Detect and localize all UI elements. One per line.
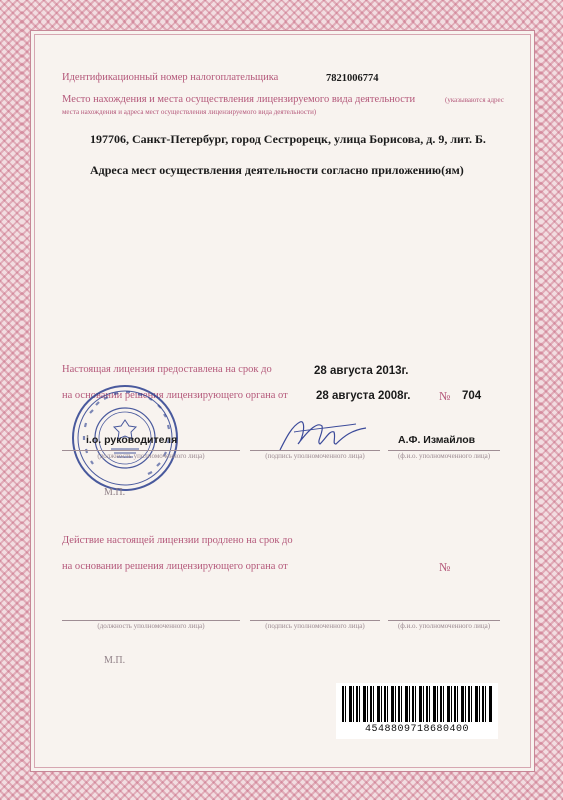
location-label: Место нахождения и места осуществления лицензируемого вида деятельности xyxy=(62,94,416,105)
extension-position-caption: (должность уполномоченного лица) xyxy=(97,622,205,630)
number-value: 704 xyxy=(462,390,482,402)
name-line xyxy=(388,450,500,451)
basis-label: на основании решения лицензирующего органа от xyxy=(62,390,288,401)
name-caption: (ф.и.о. уполномоченного лица) xyxy=(397,452,491,460)
position-line xyxy=(62,450,240,451)
extension-number-sign: № xyxy=(439,560,451,574)
signer-name: А.Ф. Измайлов xyxy=(398,434,476,446)
position-caption: (должность уполномоченного лица) xyxy=(97,452,205,460)
address-line: 197706, Санкт-Петербург, город Сестрорецк, улица Борисова, д. 9, лит. Б. xyxy=(90,132,486,146)
extension-signature-line xyxy=(250,620,380,621)
location-note-1: (указываются адрес xyxy=(445,96,504,104)
signature-caption: (подпись уполномоченного лица) xyxy=(265,452,365,460)
extension-name-line xyxy=(388,620,500,621)
barcode xyxy=(336,683,498,739)
extension-seal-place-label: М.П. xyxy=(104,655,126,666)
barcode-bars xyxy=(342,686,492,722)
number-sign: № xyxy=(439,389,451,403)
barcode-number: 4548809718680400 xyxy=(364,724,469,735)
extension-name-caption: (ф.и.о. уполномоченного лица) xyxy=(397,622,491,630)
basis-date: 28 августа 2008г. xyxy=(316,390,411,402)
term-value: 28 августа 2013г. xyxy=(314,365,409,377)
extension-basis-label: на основании решения лицензирующего органа от xyxy=(62,561,288,572)
inn-label: Идентификационный номер налогоплательщика xyxy=(62,72,279,83)
location-note-2: места нахождения и адреса мест осуществления лицензируемого вида деятельности) xyxy=(62,108,317,116)
term-label: Настоящая лицензия предоставлена на срок до xyxy=(62,364,272,375)
signature-line xyxy=(250,450,380,451)
extension-term-label: Действие настоящей лицензии продлено на срок до xyxy=(62,535,293,546)
extension-signature-caption: (подпись уполномоченного лица) xyxy=(265,622,365,630)
inn-value: 7821006774 xyxy=(326,73,379,84)
position-value: і.о. руководителя xyxy=(86,434,178,446)
seal-place-label: М.П. xyxy=(104,487,126,498)
addresses-annex-line: Адреса мест осуществления деятельности согласно приложению(ям) xyxy=(90,163,464,177)
extension-position-line xyxy=(62,620,240,621)
